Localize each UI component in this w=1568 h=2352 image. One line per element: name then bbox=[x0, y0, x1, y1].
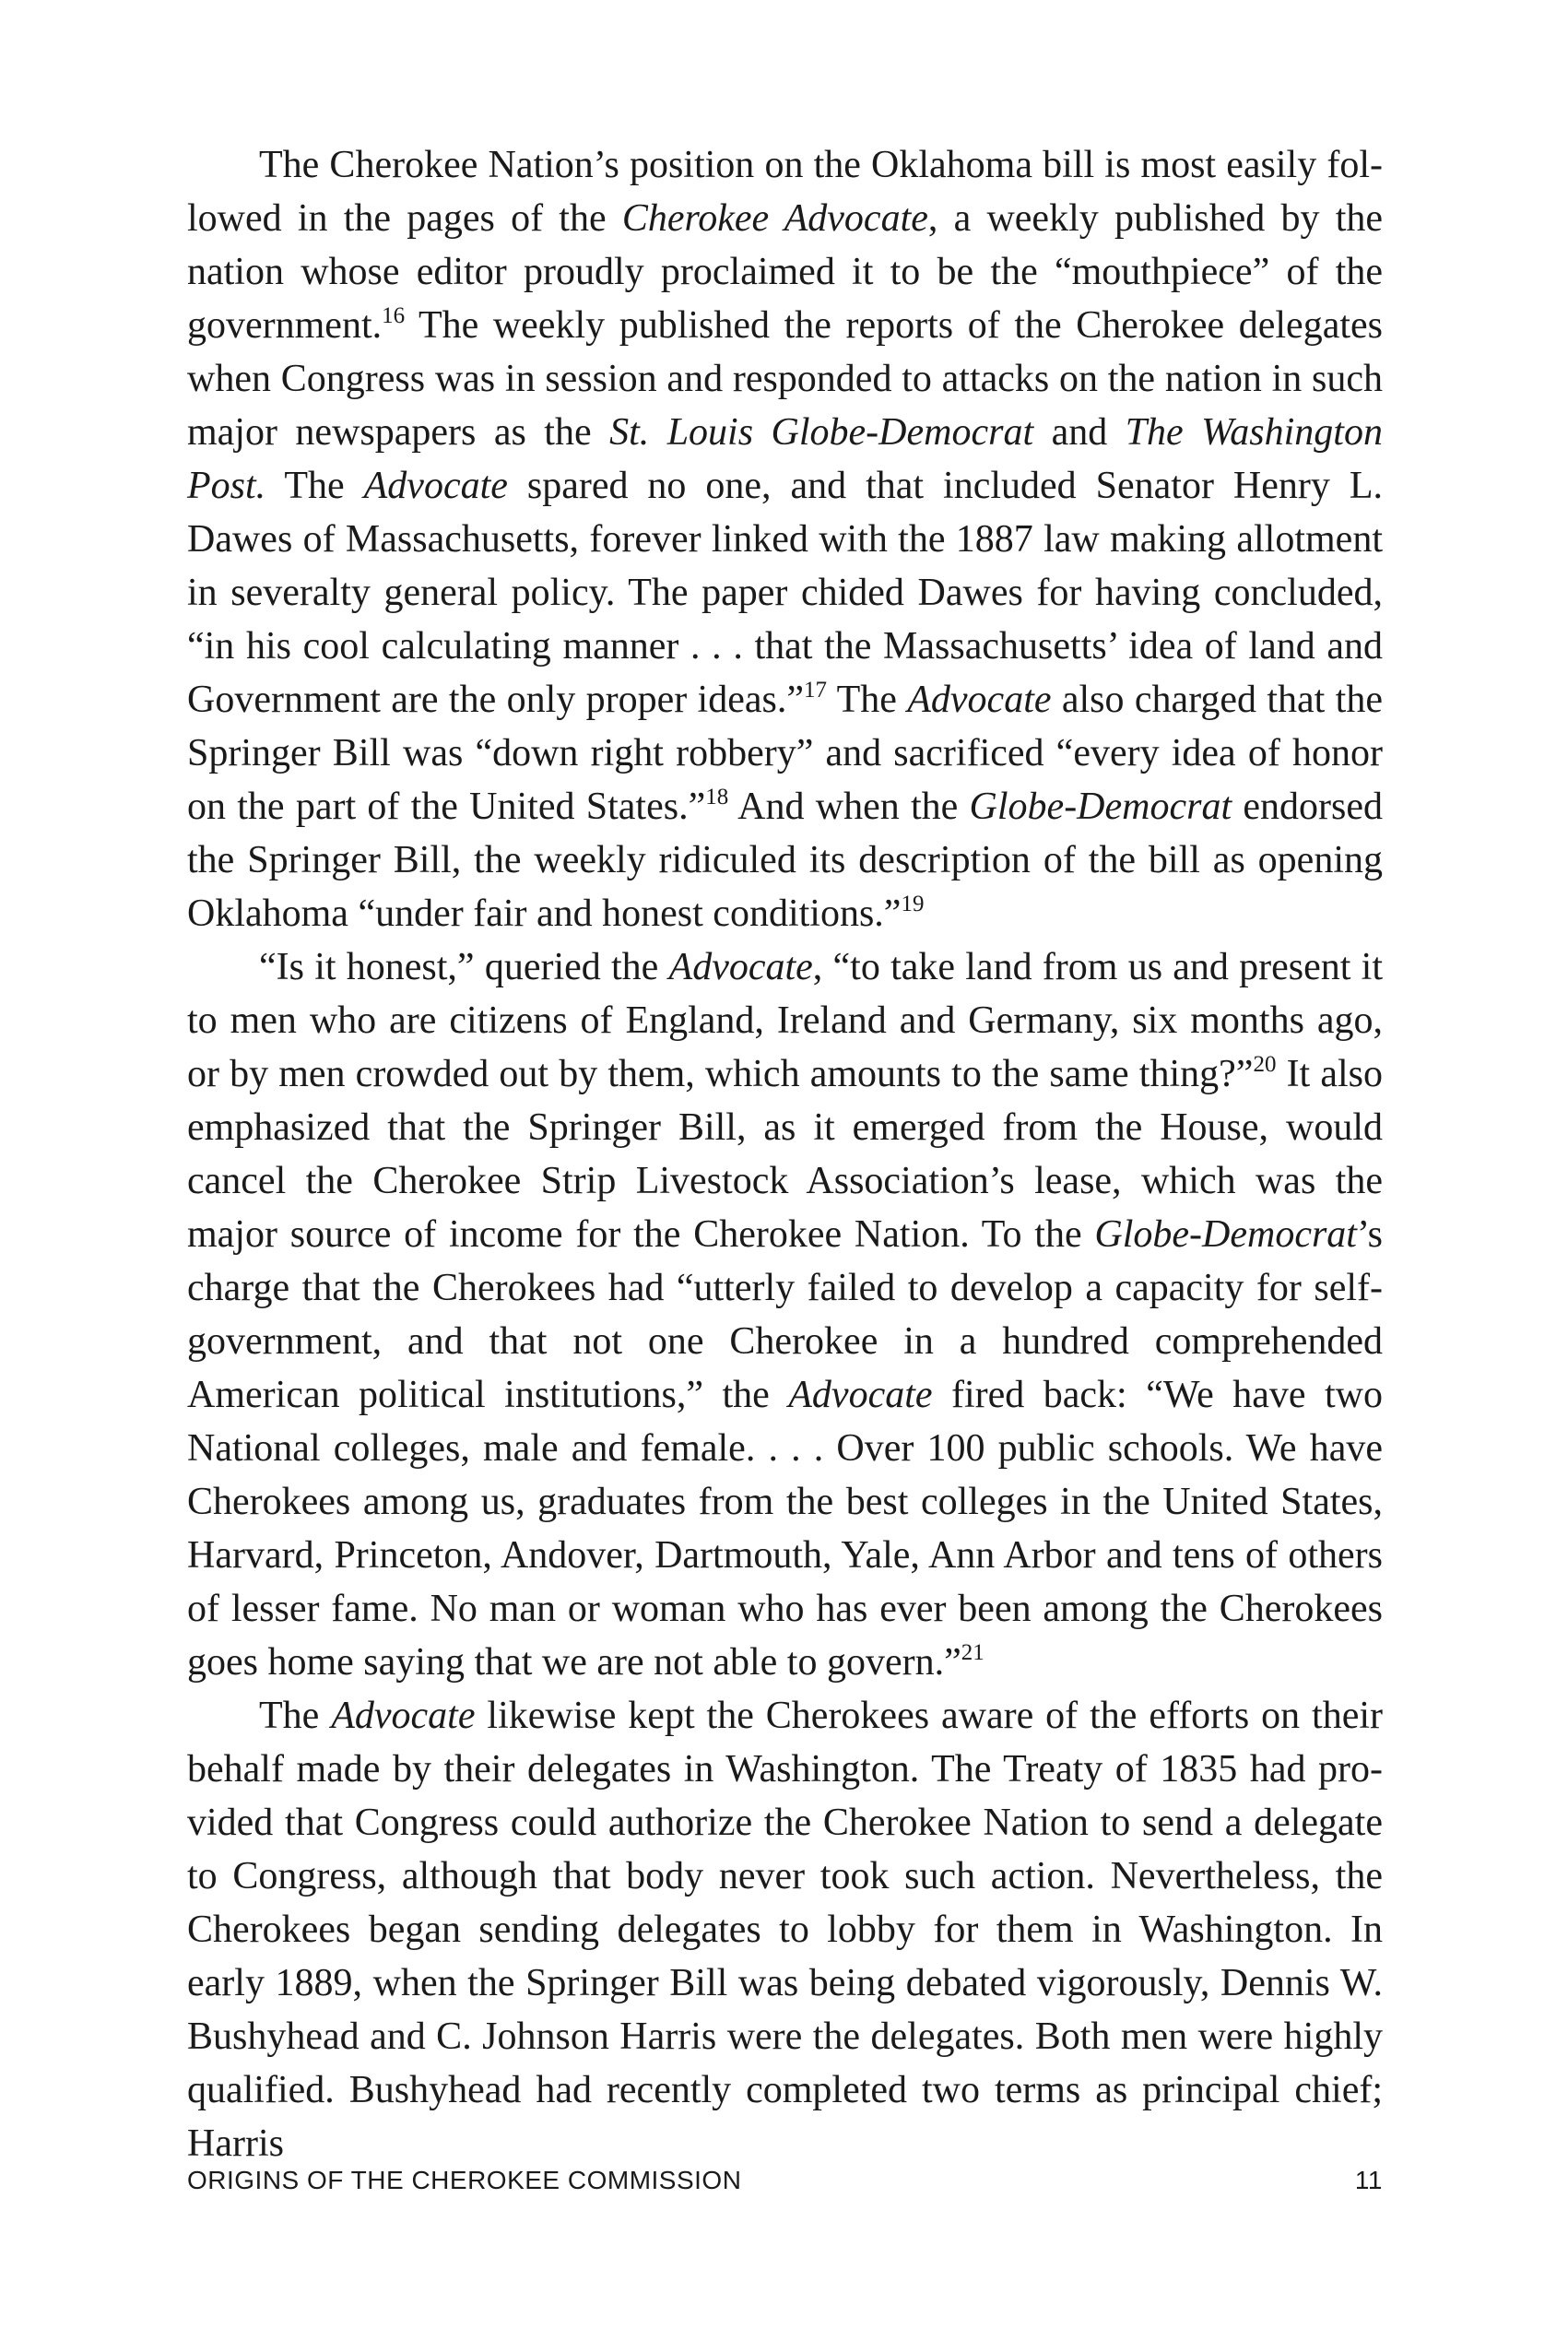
text-run: And when the bbox=[728, 786, 970, 828]
text-run: likewise kept the Cherokees aware of the efforts on their behalf made by their delegates in Washington. The Treaty of 1835 had provided that Congress could authorize the Cherokee Nation to send a delegate to Congress, although that body never took such action. Nevertheless, the Cherokees began sending delegates to lobby for them in Washington. In early 1889, when the Springer Bill was being debated vigorously, Dennis W. Bushyhead and C. Johnson Harris were the delegates. Both men were highly qualified. Bushyhead had recently completed two terms as principal chief; Harris bbox=[187, 1695, 1384, 2165]
italic-title: Advocate bbox=[788, 1374, 933, 1416]
italic-title: Advocate bbox=[331, 1695, 476, 1737]
text-run: also charged that the Springer Bill was “down right robbery” and sacrificed “every idea of honor on the part of the United States.” bbox=[187, 679, 1383, 828]
text-run: endorsed the Springer Bill, the weekly ridiculed its description of the bill as opening Oklahoma “under fair and honest conditions.” bbox=[187, 786, 1384, 935]
text-run: It also emphasized that the Springer Bill, as it emerged from the House, would cancel the Cherokee Strip Livestock Association’s lease, which was the major source of income for the Cherokee Nation. To the bbox=[187, 1053, 1384, 1256]
footnote-ref: 17 bbox=[804, 678, 827, 703]
text-run: “Is it honest,” queried the bbox=[259, 946, 669, 988]
page-number: 11 bbox=[1354, 2166, 1383, 2194]
paragraph-2 bbox=[187, 940, 1383, 1689]
italic-title: The Washington Post. bbox=[187, 411, 1383, 507]
text-run: , “to take land from us and present it to men who are citizens of England, Ireland and Germany, six months ago, or by men crowded out by them, which amounts to the same thing?” bbox=[187, 946, 1384, 1095]
footnote-ref: 18 bbox=[705, 785, 729, 810]
footnote-ref: 16 bbox=[382, 303, 406, 328]
paragraph-1 bbox=[187, 138, 1383, 940]
paragraph-3 bbox=[187, 1689, 1383, 2170]
text-run: fired back: “We have two National colleges, male and female. . . . Over 100 public schools. We have Cherokees among us, graduates from the best colleges in the United States, Harvard, Princeton, Andover, Dartmouth, Yale, Ann Arbor and tens of others of lesser fame. No man or woman who has ever been among the Cherokees goes home saying that we are not able to govern.” bbox=[187, 1374, 1383, 1684]
footnote-ref: 21 bbox=[961, 1640, 984, 1665]
text-run: The bbox=[265, 465, 364, 507]
text-run: ’s charge that the Cherokees had “utterly failed to develop a capacity for self-government, and that not one Cherokee in a hundred comprehended American political institutions,” the bbox=[187, 1213, 1383, 1416]
page-body bbox=[187, 138, 1383, 2170]
running-head: ORIGINS OF THE CHEROKEE COMMISSION bbox=[187, 2166, 742, 2194]
italic-title: Globe-Democrat bbox=[969, 786, 1232, 828]
text-run: , a weekly published by the nation whose editor proudly proclaimed it to be the “mouthpiece” of the government. bbox=[187, 197, 1384, 347]
italic-title: St. Louis Globe-Democrat bbox=[609, 411, 1034, 454]
text-run: The bbox=[827, 679, 908, 721]
italic-title: Advocate bbox=[363, 465, 508, 507]
italic-title: Cherokee Advocate bbox=[621, 197, 928, 240]
text-run: spared no one, and that included Senator Henry L. Dawes of Massachusetts, forever linked with the 1887 law making allotment in severalty general policy. The paper chided Dawes for having concluded, “in his cool calculating manner . . . that the Massachusetts’ idea of land and Government are the only proper ideas.” bbox=[187, 465, 1383, 721]
footnote-ref: 20 bbox=[1253, 1052, 1277, 1077]
italic-title: Advocate bbox=[668, 946, 813, 988]
italic-title: Globe-Democrat bbox=[1094, 1213, 1357, 1256]
italic-title: Advocate bbox=[907, 679, 1052, 721]
text-run: The Cherokee Nation’s position on the Oklahoma bill is most easily followed in the pages of the bbox=[187, 144, 1383, 240]
text-run: The bbox=[259, 1695, 332, 1737]
text-run: The weekly published the reports of the Cherokee delegates when Congress was in session and responded to attacks on the nation in such major newspapers as the bbox=[187, 304, 1383, 454]
footnote-ref: 19 bbox=[901, 892, 925, 916]
text-run: and bbox=[1033, 411, 1126, 454]
